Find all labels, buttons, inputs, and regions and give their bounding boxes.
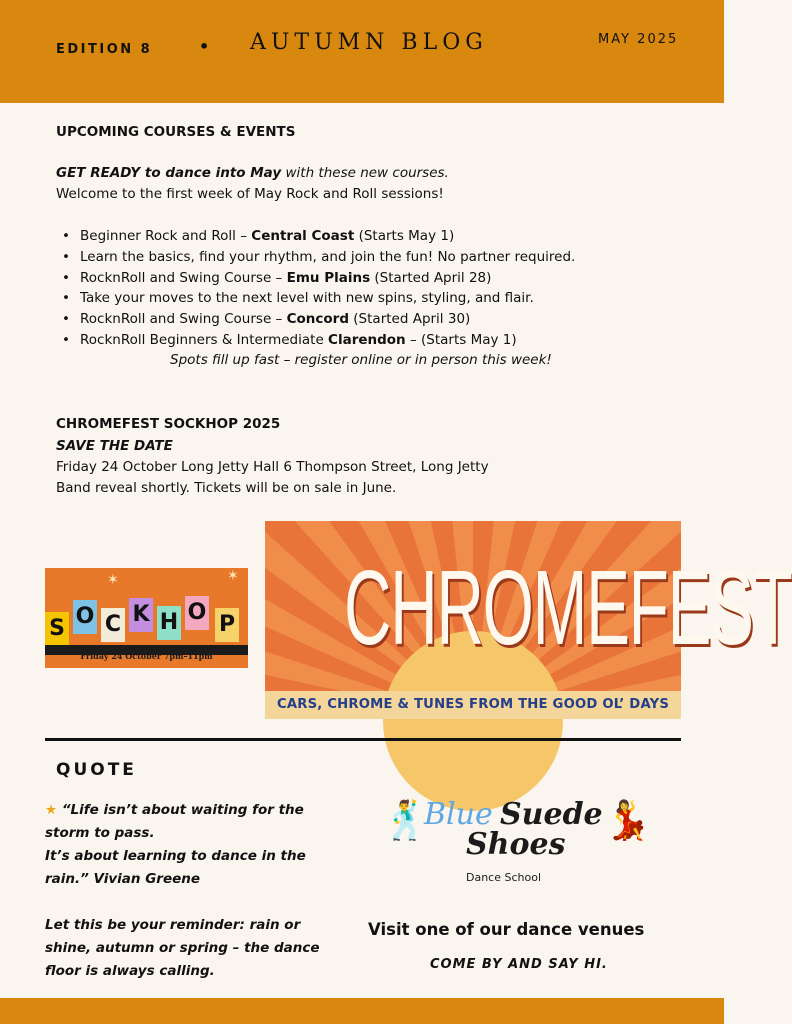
- visit-venues: Visit one of our dance venues: [368, 920, 645, 939]
- logo-word-shoes: Shoes: [466, 827, 566, 862]
- blue-suede-shoes-logo: [382, 797, 652, 889]
- sparkle-icon: ✶: [227, 568, 239, 584]
- quote-heading: QUOTE: [56, 760, 137, 780]
- issue-date: MAY 2025: [598, 32, 679, 47]
- header-banner: [0, 0, 724, 103]
- course-list: [62, 226, 575, 351]
- dancer-icon: 💃: [604, 798, 652, 842]
- sockhop-letter: P: [215, 608, 239, 642]
- come-by-note: COME BY AND SAY HI.: [430, 957, 608, 972]
- edition-label: EDITION 8: [56, 42, 153, 57]
- sockhop-letter: O: [185, 596, 209, 630]
- save-the-date: SAVE THE DATE: [56, 438, 173, 454]
- event-details: [56, 436, 489, 499]
- quote-line-3: Let this be your reminder: rain or shine, autumn or spring – the dance floor is always calling.: [45, 917, 320, 979]
- quote-line-2: It’s about learning to dance in the rain.” Vivian Greene: [45, 848, 306, 887]
- spots-note: Spots fill up fast – register online or in person this week!: [170, 352, 552, 368]
- sockhop-letter: H: [157, 606, 181, 640]
- event-location: Friday 24 October Long Jetty Hall 6 Thompson Street, Long Jetty: [56, 459, 489, 475]
- sparkle-icon: ✶: [107, 572, 119, 588]
- star-icon: ★: [45, 802, 58, 818]
- event-heading: CHROMEFEST SOCKHOP 2025: [56, 416, 281, 432]
- header-separator: •: [199, 37, 210, 56]
- courses-intro-bold: GET READY to dance into May: [56, 165, 282, 181]
- blog-title: AUTUMN BLOG: [250, 30, 488, 55]
- courses-heading: UPCOMING COURSES & EVENTS: [56, 124, 296, 140]
- courses-welcome: Welcome to the first week of May Rock and Roll sessions!: [56, 186, 444, 202]
- logo-word-suede: Suede: [500, 797, 603, 832]
- list-item: • Learn the basics, find your rhythm, and join the fun! No partner required.: [62, 247, 575, 268]
- sockhop-caption: Friday 24 October 7pm–11pm: [80, 651, 213, 661]
- section-divider: [45, 738, 681, 741]
- list-item: • RocknRoll and Swing Course – Emu Plains (Started April 28): [62, 268, 575, 289]
- dancer-icon: 🕺: [382, 798, 430, 842]
- courses-intro-rest: with these new courses.: [281, 165, 449, 181]
- list-item: • RocknRoll Beginners & Intermediate Clarendon – (Starts May 1): [62, 330, 575, 351]
- courses-intro: [56, 163, 449, 205]
- list-item: • Take your moves to the next level with new spins, styling, and flair.: [62, 288, 575, 309]
- event-tickets: Band reveal shortly. Tickets will be on sale in June.: [56, 480, 397, 496]
- list-item: • RocknRoll and Swing Course – Concord (Started April 30): [62, 309, 575, 330]
- chromefest-banner: [265, 521, 792, 719]
- quote-text: [45, 799, 345, 983]
- logo-word-blue: Blue: [424, 797, 493, 832]
- quote-line-1: “Life isn’t about waiting for the storm to pass.: [45, 802, 304, 841]
- sockhop-letter: C: [101, 608, 125, 642]
- footer-bar: [0, 998, 724, 1024]
- sockhop-letter: S: [45, 612, 69, 646]
- list-item: • Beginner Rock and Roll – Central Coast (Starts May 1): [62, 226, 575, 247]
- chromefest-title: CHROMEFEST: [344, 549, 792, 667]
- sockhop-letter: O: [73, 600, 97, 634]
- chromefest-tagline: CARS, CHROME & TUNES FROM THE GOOD OL’ DAYS: [265, 691, 681, 719]
- sockhop-banner: [45, 568, 248, 668]
- sockhop-letter: K: [129, 598, 153, 632]
- logo-subtitle: Dance School: [466, 871, 542, 884]
